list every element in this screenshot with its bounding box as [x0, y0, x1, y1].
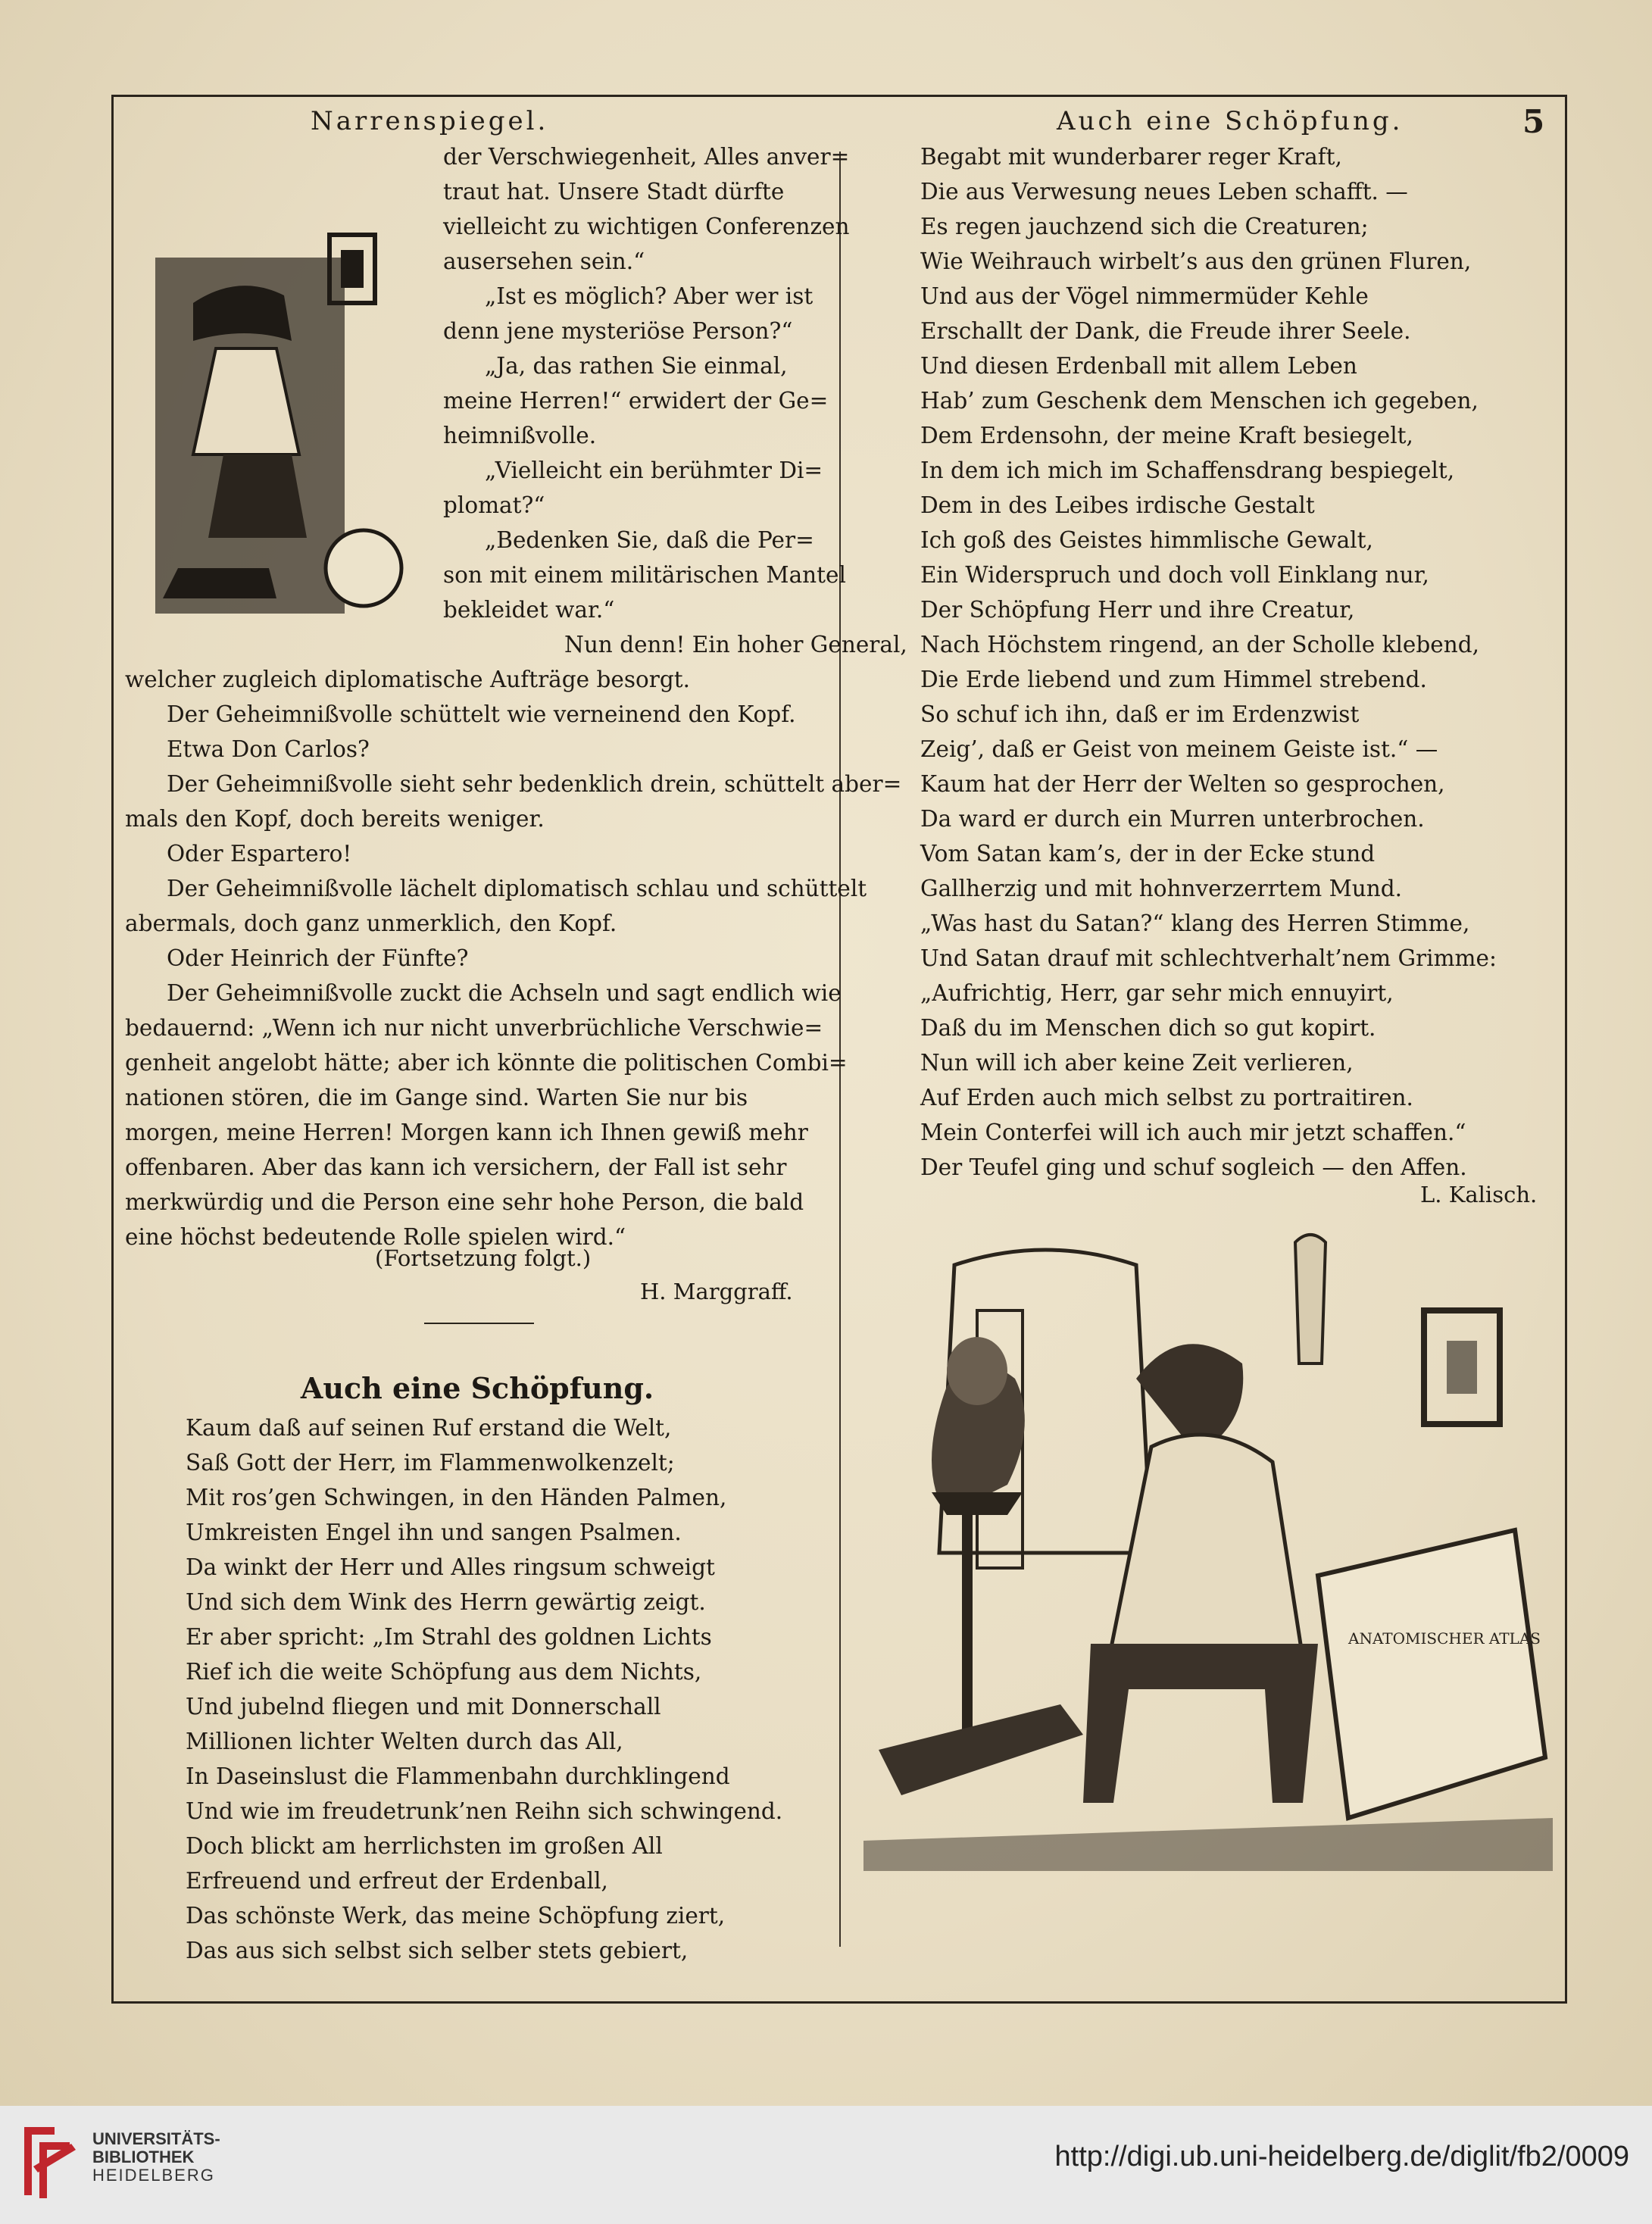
section-separator	[424, 1323, 534, 1324]
poem-line: Saß Gott der Herr, im Flammenwolkenzelt;	[186, 1450, 675, 1476]
poem-line: Begabt mit wunderbarer reger Kraft,	[920, 144, 1342, 170]
poem-title: Auch eine Schöpfung.	[300, 1371, 654, 1405]
permalink-url[interactable]: http://digi.ub.uni-heidelberg.de/diglit/fb2/0009	[1054, 2141, 1629, 2172]
text-line: ausersehen sein.“	[443, 248, 645, 274]
text-line: genheit angelobt hätte; aber ich könnte die politischen Combi=	[125, 1050, 848, 1076]
poem-line: Hab’ zum Geschenk dem Menschen ich gegeben,	[920, 388, 1479, 414]
poem-line: Doch blickt am herrlichsten im großen All	[186, 1833, 663, 1859]
poem-line: „Was hast du Satan?“ klang des Herren Stimme,	[920, 911, 1470, 936]
poem-line: In Daseinslust die Flammenbahn durchklingend	[186, 1763, 730, 1789]
text-line: „Vielleicht ein berühmter Di=	[485, 458, 823, 483]
poem-line: Wie Weihrauch wirbelt’s aus den grünen Fluren,	[920, 248, 1472, 274]
text-line: vielleicht zu wichtigen Conferenzen	[443, 214, 850, 239]
library-name-line: HEIDELBERG	[92, 2166, 215, 2185]
poem-line: Das aus sich selbst sich selber stets gebiert,	[186, 1938, 689, 1963]
text-line: meine Herren!“ erwidert der Ge=	[443, 388, 829, 414]
text-line: morgen, meine Herren! Morgen kann ich Ihnen gewiß mehr	[125, 1120, 808, 1145]
poem-line: Kaum daß auf seinen Ruf erstand die Welt,	[186, 1415, 672, 1441]
continuation-note: (Fortsetzung folgt.)	[375, 1245, 592, 1271]
poem-line: Und wie im freudetrunk’nen Reihn sich schwingend.	[186, 1798, 783, 1824]
text-line: Nun denn! Ein hoher General,	[564, 632, 907, 658]
text-line: merkwürdig und die Person eine sehr hohe Person, die bald	[125, 1189, 804, 1215]
text-line: welcher zugleich diplomatische Aufträge besorgt.	[125, 667, 690, 692]
poem-line: „Aufrichtig, Herr, gar sehr mich ennuyirt,	[920, 980, 1394, 1006]
poem-line: Und diesen Erdenball mit allem Leben	[920, 353, 1357, 379]
poem-line: Erfreuend und erfreut der Erdenball,	[186, 1868, 608, 1894]
poem-line: Millionen lichter Welten durch das All,	[186, 1729, 623, 1754]
text-line: heimnißvolle.	[443, 423, 597, 448]
poem-line: Nach Höchstem ringend, an der Scholle klebend,	[920, 632, 1479, 658]
poem-line: Vom Satan kam’s, der in der Ecke stund	[920, 841, 1376, 867]
running-head-left: Narrenspiegel.	[311, 106, 549, 136]
university-logo-icon	[18, 2121, 80, 2203]
text-line: abermals, doch ganz unmerklich, den Kopf.	[125, 911, 617, 936]
text-line: eine höchst bedeutende Rolle spielen wird.“	[125, 1224, 626, 1250]
poem-line: Umkreisten Engel ihn und sangen Psalmen.	[186, 1520, 682, 1545]
poem-line: Die Erde liebend und zum Himmel strebend.	[920, 667, 1427, 692]
text-line: offenbaren. Aber das kann ich versichern, der Fall ist sehr	[125, 1154, 787, 1180]
poem-line: Auf Erden auch mich selbst zu portraitiren.	[920, 1085, 1413, 1110]
poem-line: Ein Widerspruch und doch voll Einklang nur,	[920, 562, 1429, 588]
poem-line: Rief ich die weite Schöpfung aus dem Nichts,	[186, 1659, 702, 1685]
poem-line: Gallherzig und mit hohnverzerrtem Mund.	[920, 876, 1403, 901]
poem-line: Die aus Verwesung neues Leben schafft. —	[920, 179, 1408, 205]
text-line: Der Geheimnißvolle lächelt diplomatisch schlau und schüttelt	[167, 876, 867, 901]
poem-line: Zeig’, daß er Geist von meinem Geiste ist.“ —	[920, 736, 1438, 762]
poem-line: Und Satan drauf mit schlechtverhalt’nem Grimme:	[920, 945, 1497, 971]
text-line: bekleidet war.“	[443, 597, 615, 623]
poem-line: Mit ros’gen Schwingen, in den Händen Palmen,	[186, 1485, 727, 1510]
poem-line: Es regen jauchzend sich die Creaturen;	[920, 214, 1369, 239]
text-line: traut hat. Unsere Stadt dürfte	[443, 179, 785, 205]
poem-line: Erschallt der Dank, die Freude ihrer Seele.	[920, 318, 1411, 344]
text-line: „Bedenken Sie, daß die Per=	[485, 527, 814, 553]
text-line: „Ist es möglich? Aber wer ist	[485, 283, 814, 309]
running-head-right: Auch eine Schöpfung.	[1057, 106, 1404, 136]
poem-line: Daß du im Menschen dich so gut kopirt.	[920, 1015, 1376, 1041]
poem-line: Ich goß des Geistes himmlische Gewalt,	[920, 527, 1373, 553]
text-line: der Verschwiegenheit, Alles anver=	[443, 144, 850, 170]
devil-and-ape-illustration	[863, 1220, 1553, 1871]
text-line: „Ja, das rathen Sie einmal,	[485, 353, 788, 379]
text-line: Der Geheimnißvolle zuckt die Achseln und sagt endlich wie	[167, 980, 842, 1006]
text-line: bedauernd: „Wenn ich nur nicht unverbrüchliche Verschwie=	[125, 1015, 823, 1041]
author-signature: H. Marggraff.	[640, 1279, 793, 1304]
poem-line: Das schönste Werk, das meine Schöpfung ziert,	[186, 1903, 726, 1929]
library-name-line: UNIVERSITÄTS-	[92, 2129, 220, 2148]
poem-line: In dem ich mich im Schaffensdrang bespiegelt,	[920, 458, 1455, 483]
atlas-label: ANATOMISCHER ATLAS	[1348, 1629, 1541, 1648]
poem-line: Er aber spricht: „Im Strahl des goldnen Lichts	[186, 1624, 712, 1650]
text-line: Der Geheimnißvolle sieht sehr bedenklich drein, schüttelt aber=	[167, 771, 902, 797]
poem-line: Der Teufel ging und schuf sogleich — den Affen.	[920, 1154, 1467, 1180]
poem-line: Der Schöpfung Herr und ihre Creatur,	[920, 597, 1355, 623]
page-number: 5	[1522, 103, 1545, 140]
poem-line: Und aus der Vögel nimmermüder Kehle	[920, 283, 1369, 309]
library-name-line: BIBLIOTHEK	[92, 2147, 195, 2166]
poem-line: Und jubelnd fliegen und mit Donnerschall	[186, 1694, 661, 1720]
poem-line: So schuf ich ihn, daß er im Erdenzwist	[920, 701, 1360, 727]
text-line: nationen stören, die im Gange sind. Warten Sie nur bis	[125, 1085, 748, 1110]
text-line: Oder Heinrich der Fünfte?	[167, 945, 469, 971]
poem-line: Dem in des Leibes irdische Gestalt	[920, 492, 1315, 518]
poem-line: Kaum hat der Herr der Welten so gesprochen,	[920, 771, 1445, 797]
text-line: mals den Kopf, doch bereits weniger.	[125, 806, 545, 832]
poem-line: Da winkt der Herr und Alles ringsum schweigt	[186, 1554, 715, 1580]
column-divider	[839, 151, 841, 1947]
text-line: plomat?“	[443, 492, 545, 518]
poem-line: Nun will ich aber keine Zeit verlieren,	[920, 1050, 1354, 1076]
poem-line: Da ward er durch ein Murren unterbrochen.	[920, 806, 1425, 832]
library-name	[92, 2130, 220, 2185]
text-line: Etwa Don Carlos?	[167, 736, 370, 762]
text-line: denn jene mysteriöse Person?“	[443, 318, 793, 344]
text-line: Oder Espartero!	[167, 841, 352, 867]
text-line: Der Geheimnißvolle schüttelt wie verneinend den Kopf.	[167, 701, 796, 727]
text-line: son mit einem militärischen Mantel	[443, 562, 846, 588]
author-signature: L. Kalisch.	[1420, 1182, 1538, 1207]
poem-line: Und sich dem Wink des Herrn gewärtig zeigt.	[186, 1589, 706, 1615]
poem-line: Mein Conterfei will ich auch mir jetzt schaffen.“	[920, 1120, 1466, 1145]
soldier-illustration	[148, 212, 428, 621]
poem-line: Dem Erdensohn, der meine Kraft besiegelt,	[920, 423, 1413, 448]
